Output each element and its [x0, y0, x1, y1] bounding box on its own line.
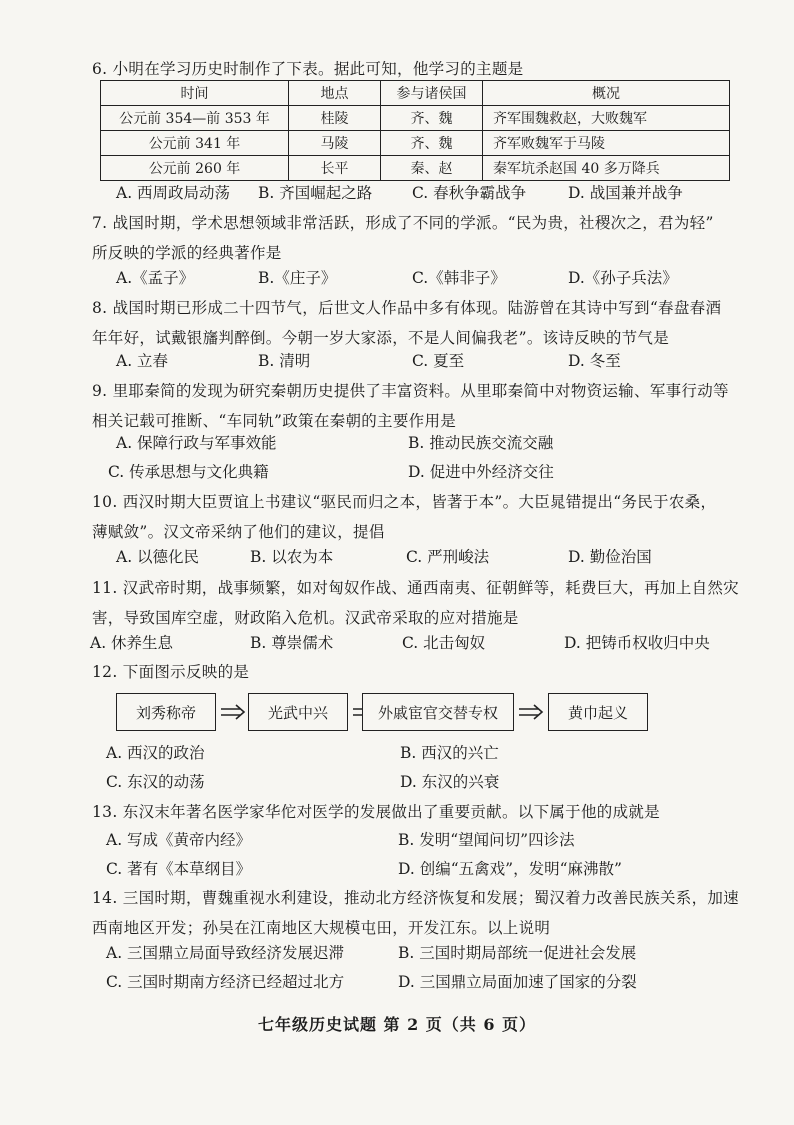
option-a[interactable]: A. 西周政局动荡: [116, 184, 231, 202]
table-header: 参与诸侯国: [381, 81, 483, 106]
table-cell: 桂陵: [289, 106, 381, 131]
question-7-line-1: 7. 战国时期，学术思想领域非常活跃，形成了不同的学派。“民为贵，社稷次之，君为轻”: [92, 214, 714, 232]
q6-table: [100, 80, 730, 181]
question-14-options-row-1: [100, 938, 740, 968]
option-b[interactable]: B. 三国时期局部统一促进社会发展: [398, 944, 637, 962]
option-d[interactable]: D. 促进中外经济交往: [408, 463, 554, 481]
table-cell: 秦、赵: [381, 156, 483, 181]
table-header: 概况: [483, 81, 730, 106]
question-12-stem: 12. 下面图示反映的是: [92, 663, 250, 681]
flow-diagram: [100, 693, 730, 733]
option-b[interactable]: B. 尊崇儒术: [250, 634, 334, 652]
question-14-line-2: 西南地区开发；孙吴在江南地区大规模屯田，开发江东。以上说明: [92, 919, 551, 937]
table-cell: 齐、魏: [381, 131, 483, 156]
option-c[interactable]: C. 三国时期南方经济已经超过北方: [106, 973, 345, 991]
question-10-line-1: 10. 西汉时期大臣贾谊上书建议“驱民而归之本，皆著于本”。大臣晁错提出“务民于农桑，: [92, 493, 717, 511]
question-11-line-1: 11. 汉武帝时期，战事频繁，如对匈奴作战、通西南夷、征朝鲜等，耗费巨大，再加上自然灾: [92, 579, 739, 597]
question-11: [92, 573, 739, 633]
flow-box-3: 外戚宦官交替专权: [362, 693, 514, 731]
option-a[interactable]: A. 休养生息: [90, 634, 174, 652]
option-b[interactable]: B. 发明“望闻问切”四诊法: [398, 831, 575, 849]
table-cell: 马陵: [289, 131, 381, 156]
question-8-options: [100, 346, 740, 376]
option-a[interactable]: A. 保障行政与军事效能: [116, 434, 277, 452]
question-12-options-row-1: [100, 738, 740, 768]
option-b[interactable]: B.《庄子》: [258, 269, 337, 287]
question-14-options-row-2: [100, 967, 740, 997]
flow-box-1: 刘秀称帝: [116, 693, 216, 731]
option-c[interactable]: C.《韩非子》: [412, 269, 506, 287]
question-9-line-2: 相关记载可推断、“车同轨”政策在秦朝的主要作用是: [92, 412, 457, 430]
option-a[interactable]: A. 以德化民: [116, 548, 200, 566]
table-row: [101, 156, 730, 181]
option-c[interactable]: C. 北击匈奴: [402, 634, 486, 652]
question-6-options: [100, 178, 740, 208]
question-7: [92, 208, 722, 268]
table-cell: 齐军败魏军于马陵: [483, 131, 730, 156]
option-d[interactable]: D. 创编“五禽戏”，发明“麻沸散”: [398, 860, 622, 878]
question-13: [92, 797, 722, 827]
option-c[interactable]: C. 春秋争霸战争: [412, 184, 527, 202]
question-13-stem: 13. 东汉末年著名医学家华佗对医学的发展做出了重要贡献。以下属于他的成就是: [92, 803, 660, 821]
option-a[interactable]: A.《孟子》: [116, 269, 195, 287]
question-13-options-row-2: [100, 854, 740, 884]
table-header: 地点: [289, 81, 381, 106]
double-arrow-icon: [220, 704, 246, 720]
option-d[interactable]: D. 三国鼎立局面加速了国家的分裂: [398, 973, 637, 991]
question-12-options-row-2: [100, 767, 740, 797]
option-d[interactable]: D. 冬至: [568, 352, 621, 370]
option-d[interactable]: D.《孙子兵法》: [568, 269, 678, 287]
table-header: 时间: [101, 81, 289, 106]
question-9-options-row-2: [100, 457, 740, 487]
double-arrow-icon: [518, 704, 544, 720]
option-b[interactable]: B. 以农为本: [250, 548, 334, 566]
question-9: [92, 376, 729, 436]
option-d[interactable]: D. 勤俭治国: [568, 548, 652, 566]
option-c[interactable]: C. 严刑峻法: [406, 548, 490, 566]
option-d[interactable]: D. 东汉的兴衰: [400, 773, 500, 791]
table-cell: 齐军围魏救赵，大败魏军: [483, 106, 730, 131]
flow-box-2: 光武中兴: [248, 693, 348, 731]
flow-box-4: 黄巾起义: [548, 693, 648, 731]
option-c[interactable]: C. 著有《本草纲目》: [106, 860, 252, 878]
question-10-line-2: 薄赋敛”。汉文帝采纳了他们的建议，提倡: [92, 523, 385, 541]
option-d[interactable]: D. 战国兼并战争: [568, 184, 683, 202]
question-9-line-1: 9. 里耶秦简的发现为研究秦朝历史提供了丰富资料。从里耶秦简中对物资运输、军事行动等: [92, 382, 729, 400]
option-a[interactable]: A. 三国鼎立局面导致经济发展迟滞: [106, 944, 345, 962]
question-11-line-2: 害，导致国库空虚，财政陷入危机。汉武帝采取的应对措施是: [92, 609, 519, 627]
option-c[interactable]: C. 传承思想与文化典籍: [108, 463, 269, 481]
option-b[interactable]: B. 清明: [258, 352, 311, 370]
option-a[interactable]: A. 写成《黄帝内经》: [106, 831, 252, 849]
question-8: [92, 293, 722, 353]
table-cell: 公元前 341 年: [101, 131, 289, 156]
option-c[interactable]: C. 夏至: [412, 352, 465, 370]
question-7-line-2: 所反映的学派的经典著作是: [92, 244, 282, 262]
question-10-options: [100, 542, 740, 572]
question-10: [92, 487, 722, 547]
option-a[interactable]: A. 立春: [116, 352, 169, 370]
question-11-options: [90, 628, 740, 658]
question-6-stem: 6. 小明在学习历史时制作了下表。据此可知，他学习的主题是: [92, 60, 524, 78]
question-7-options: [100, 263, 740, 293]
question-14-line-1: 14. 三国时期，曹魏重视水利建设，推动北方经济恢复和发展；蜀汉着力改善民族关系，加速: [92, 889, 739, 907]
table-header-row: [101, 81, 730, 106]
question-8-line-1: 8. 战国时期已形成二十四节气，后世文人作品中多有体现。陆游曾在其诗中写到“春盘春酒: [92, 299, 722, 317]
table-cell: 秦军坑杀赵国 40 多万降兵: [483, 156, 730, 181]
question-14: [92, 883, 739, 943]
question-13-options-row-1: [100, 825, 740, 855]
table-cell: 公元前 260 年: [101, 156, 289, 181]
table-cell: 长平: [289, 156, 381, 181]
table-cell: 公元前 354—前 353 年: [101, 106, 289, 131]
question-9-options-row-1: [100, 428, 740, 458]
table-row: [101, 131, 730, 156]
option-d[interactable]: D. 把铸币权收归中央: [564, 634, 710, 652]
table-row: [101, 106, 730, 131]
option-c[interactable]: C. 东汉的动荡: [106, 773, 205, 791]
table-cell: 齐、魏: [381, 106, 483, 131]
option-b[interactable]: B. 西汉的兴亡: [400, 744, 499, 762]
option-b[interactable]: B. 推动民族交流交融: [408, 434, 554, 452]
page-footer: 七年级历史试题 第 2 页（共 6 页）: [257, 1015, 537, 1034]
question-12: [92, 657, 722, 687]
question-8-line-2: 年年好，试戴银旛判醉倒。今朝一岁大家添，不是人间偏我老”。该诗反映的节气是: [92, 329, 670, 347]
option-a[interactable]: A. 西汉的政治: [106, 744, 205, 762]
option-b[interactable]: B. 齐国崛起之路: [258, 184, 373, 202]
